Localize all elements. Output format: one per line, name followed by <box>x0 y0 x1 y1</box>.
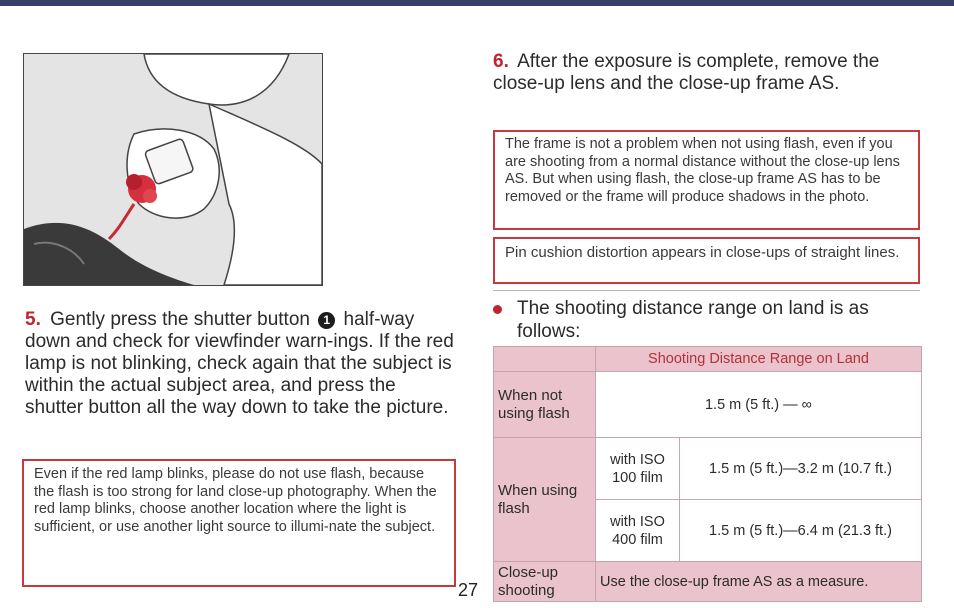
top-color-band <box>0 0 954 6</box>
shooting-distance-table <box>493 346 922 602</box>
row-closeup-value: Use the close-up frame AS as a measure. <box>596 562 922 602</box>
illustration-drawing <box>24 54 322 285</box>
step-6-number: 6. <box>493 51 509 72</box>
page-number: 27 <box>458 580 479 600</box>
row-iso100-value: 1.5 m (5 ft.)—3.2 m (10.7 ft.) <box>680 438 922 500</box>
step-5-number: 5. <box>25 309 41 330</box>
flash-warning-note: Even if the red lamp blinks, please do not use flash, because the flash is too strong for land close-up photography. When the red lamp blinks, choose another location where the light is sufficient, or use another light source to illumi-nate the subject. <box>22 459 456 587</box>
distance-range-intro <box>493 297 925 343</box>
step-5-text-before: Gently press the shutter button <box>50 309 310 330</box>
section-divider <box>493 290 920 291</box>
row-iso400-film: with ISO 400 film <box>596 500 680 562</box>
table-corner-cell <box>494 347 596 372</box>
distortion-note: Pin cushion distortion appears in close-ups of straight lines. <box>493 237 920 284</box>
row-closeup-label: Close-up shooting <box>494 562 596 602</box>
step-5-text-after: half-way down and check for viewfinder warn-ings. If the red lamp is not blinking, check again that the subject is within the actual subject area, and press the shutter button all the way down to take the picture. <box>25 309 454 418</box>
step-5-instruction <box>25 309 457 419</box>
shutter-button-mark-icon: 1 <box>318 312 335 329</box>
row-no-flash-value: 1.5 m (5 ft.) — ∞ <box>596 372 922 438</box>
row-flash-label: When using flash <box>494 438 596 562</box>
step-6-text: After the exposure is complete, remove the close-up lens and the close-up frame AS. <box>493 51 880 94</box>
row-iso400-value: 1.5 m (5 ft.)—6.4 m (21.3 ft.) <box>680 500 922 562</box>
frame-flash-note: The frame is not a problem when not using flash, even if you are shooting from a normal distance without the close-up lens AS. But when using flash, the close-up frame AS has to be removed or the frame will produce shadows in the photo. <box>493 130 920 230</box>
step-6-instruction <box>493 51 925 95</box>
illustration-photographing-flower <box>23 53 323 286</box>
row-no-flash-label: When not using flash <box>494 372 596 438</box>
distance-range-intro-text: The shooting distance range on land is as follows: <box>517 298 869 342</box>
table-header: Shooting Distance Range on Land <box>596 347 922 372</box>
row-iso100-film: with ISO 100 film <box>596 438 680 500</box>
